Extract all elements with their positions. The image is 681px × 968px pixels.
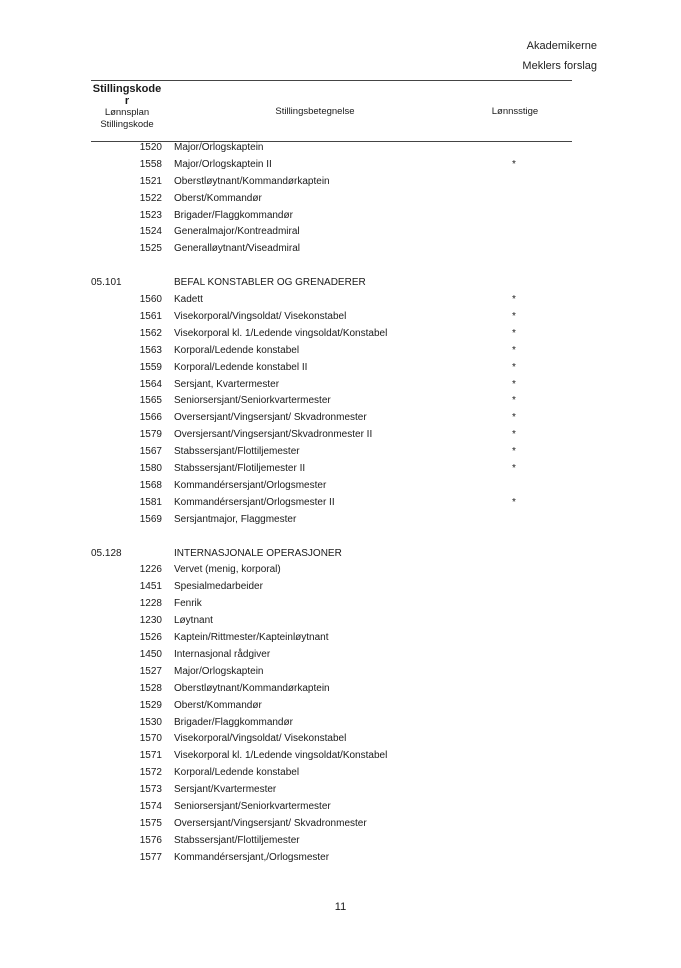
table-row	[0, 596, 681, 613]
pay-scale-mark: *	[512, 344, 516, 356]
position-title: Vervet (menig, korporal)	[174, 564, 281, 576]
table-row	[0, 326, 681, 343]
position-title: Generalløytnant/Viseadmiral	[174, 243, 300, 255]
pay-scale-mark: *	[512, 446, 516, 458]
position-title: Brigader/Flaggkommandør	[174, 209, 293, 221]
position-title: Korporal/Ledende konstabel	[174, 767, 300, 779]
position-title: Spesialmedarbeider	[174, 581, 263, 593]
position-code: 1521	[139, 175, 162, 187]
position-title: Brigader/Flaggkommandør	[174, 716, 293, 728]
position-title: INTERNASJONALE OPERASJONER	[174, 547, 342, 559]
position-title: Generalmajor/Kontreadmiral	[174, 226, 300, 238]
table-row	[0, 664, 681, 681]
column-header-scale: Lønnsstige	[491, 106, 539, 117]
position-title: Visekorporal kl. 1/Ledende vingsoldat/Konstabel	[174, 750, 388, 762]
table-row	[0, 343, 681, 360]
table-row	[0, 309, 681, 326]
table-row	[0, 292, 681, 309]
position-code: 1570	[139, 733, 162, 745]
position-code: 1580	[139, 463, 162, 475]
table-row	[0, 833, 681, 850]
position-code: 1569	[139, 513, 162, 525]
table-row	[0, 444, 681, 461]
pay-scale-mark: *	[512, 361, 516, 373]
pay-scale-mark: *	[512, 311, 516, 323]
position-title: Løytnant	[174, 615, 213, 627]
position-title: Oberst/Kommandør	[174, 192, 262, 204]
position-code: 1524	[139, 226, 162, 238]
position-title: Major/Orlogskaptein	[174, 665, 264, 677]
position-code: 1228	[139, 598, 162, 610]
position-title: Kommandérsersjant,/Orlogsmester	[174, 851, 330, 863]
position-code: 1529	[139, 699, 162, 711]
column-header-code-line1: Stillingskode	[92, 83, 162, 95]
position-title: Stabssersjant/Flottiljemester	[174, 834, 300, 846]
position-title: Kommandérsersjant/Orlogsmester II	[174, 496, 335, 508]
top-rule	[91, 80, 572, 81]
position-title: Visekorporal/Vingsoldat/ Visekonstabel	[174, 733, 347, 745]
position-title: Oberstløytnant/Kommandørkaptein	[174, 682, 330, 694]
pay-scale-mark: *	[512, 412, 516, 424]
position-code: 1450	[139, 648, 162, 660]
table-row	[0, 275, 681, 292]
position-title: Stabssersjant/Flottiljemester	[174, 446, 300, 458]
position-title: Korporal/Ledende konstabel II	[174, 361, 308, 373]
table-row	[0, 360, 681, 377]
column-header-code	[86, 83, 168, 131]
table-row	[0, 782, 681, 799]
table-row	[0, 816, 681, 833]
table-row	[0, 478, 681, 495]
position-code: 1528	[139, 682, 162, 694]
position-code: 1230	[139, 615, 162, 627]
table-row	[0, 393, 681, 410]
position-code: 1526	[139, 632, 162, 644]
position-code: 1566	[139, 412, 162, 424]
position-code: 1525	[139, 243, 162, 255]
position-code: 1523	[139, 209, 162, 221]
position-title: Visekorporal kl. 1/Ledende vingsoldat/Konstabel	[174, 327, 388, 339]
pay-scale-mark: *	[512, 378, 516, 390]
table-row	[0, 157, 681, 174]
position-code: 1581	[139, 496, 162, 508]
position-code: 1572	[139, 767, 162, 779]
position-code: 1559	[139, 361, 162, 373]
position-code: 1575	[139, 817, 162, 829]
table-row	[0, 765, 681, 782]
pay-scale-mark: *	[512, 463, 516, 475]
table-row	[0, 241, 681, 258]
pay-scale-mark: *	[512, 395, 516, 407]
table-row	[0, 174, 681, 191]
table-row	[0, 748, 681, 765]
table-row	[0, 410, 681, 427]
position-code: 1558	[139, 158, 162, 170]
position-title: Visekorporal/Vingsoldat/ Visekonstabel	[174, 311, 347, 323]
position-title: Seniorsersjant/Seniorkvartermester	[174, 800, 331, 812]
position-code: 1565	[139, 395, 162, 407]
table-row	[0, 715, 681, 732]
pay-scale-mark: *	[512, 294, 516, 306]
position-code: 1579	[139, 429, 162, 441]
table-row	[0, 579, 681, 596]
position-code: 1571	[139, 750, 162, 762]
table-row	[0, 546, 681, 563]
position-title: Sersjantmajor, Flaggmester	[174, 513, 297, 525]
column-header-code-line3: Lønnsplan	[104, 107, 150, 118]
column-header-code-line4: Stillingskode	[100, 119, 154, 130]
page-number: 11	[334, 901, 347, 913]
position-code: 1527	[139, 665, 162, 677]
table-row	[0, 799, 681, 816]
pay-scale-mark: *	[512, 158, 516, 170]
table-row	[0, 427, 681, 444]
position-title: Oversjersant/Vingsersjant/Skvadronmester II	[174, 429, 373, 441]
position-title: Internasjonal rådgiver	[174, 648, 271, 660]
position-title: Kommandérsersjant/Orlogsmester	[174, 479, 327, 491]
position-title: BEFAL KONSTABLER OG GRENADERER	[174, 277, 366, 289]
position-title: Stabssersjant/Flotiljemester II	[174, 463, 306, 475]
pay-scale-mark: *	[512, 429, 516, 441]
header-organization: Akademikerne	[526, 40, 597, 52]
table-row	[0, 731, 681, 748]
position-title: Oversersjant/Vingsersjant/ Skvadronmester	[174, 412, 367, 424]
row-spacer	[0, 529, 681, 546]
row-spacer	[0, 258, 681, 275]
pay-scale-mark: *	[512, 327, 516, 339]
table-row	[0, 495, 681, 512]
position-code: 1530	[139, 716, 162, 728]
position-code: 1522	[139, 192, 162, 204]
table-row	[0, 224, 681, 241]
position-code: 1520	[139, 142, 162, 153]
position-title: Kaptein/Rittmester/Kapteinløytnant	[174, 632, 329, 644]
table-row	[0, 613, 681, 630]
position-code: 1574	[139, 800, 162, 812]
position-code: 1560	[139, 294, 162, 306]
table-row	[0, 140, 681, 157]
header-proposal: Meklers forslag	[522, 60, 597, 72]
position-code: 1561	[139, 311, 162, 323]
position-code: 1576	[139, 834, 162, 846]
position-code: 1568	[139, 479, 162, 491]
position-title: Major/Orlogskaptein II	[174, 158, 272, 170]
table-row	[0, 512, 681, 529]
position-title: Oberst/Kommandør	[174, 699, 262, 711]
column-header-title: Stillingsbetegnelse	[275, 106, 355, 117]
table-row	[0, 698, 681, 715]
position-code: 1563	[139, 344, 162, 356]
column-header-code-line2: r	[124, 95, 130, 107]
position-title: Korporal/Ledende konstabel	[174, 344, 300, 356]
position-code: 1564	[139, 378, 162, 390]
position-title: Oversersjant/Vingsersjant/ Skvadronmester	[174, 817, 367, 829]
position-code: 1562	[139, 327, 162, 339]
section-code: 05.128	[91, 547, 122, 559]
position-title: Fenrik	[174, 598, 202, 610]
table-row	[0, 630, 681, 647]
position-code: 1226	[139, 564, 162, 576]
position-title: Oberstløytnant/Kommandørkaptein	[174, 175, 330, 187]
position-title: Sersjant/Kvartermester	[174, 784, 277, 796]
table-row	[0, 191, 681, 208]
position-code: 1567	[139, 446, 162, 458]
position-table	[0, 140, 681, 867]
position-title: Kadett	[174, 294, 203, 306]
table-row	[0, 208, 681, 225]
position-code: 1451	[139, 581, 162, 593]
position-code: 1573	[139, 784, 162, 796]
position-title: Sersjant, Kvartermester	[174, 378, 280, 390]
position-title: Seniorsersjant/Seniorkvartermester	[174, 395, 331, 407]
pay-scale-mark: *	[512, 496, 516, 508]
table-row	[0, 647, 681, 664]
table-row	[0, 562, 681, 579]
table-row	[0, 681, 681, 698]
section-code: 05.101	[91, 277, 122, 289]
table-row	[0, 377, 681, 394]
table-row	[0, 461, 681, 478]
table-row	[0, 850, 681, 867]
position-code: 1577	[139, 851, 162, 863]
position-title: Major/Orlogskaptein	[174, 142, 264, 153]
